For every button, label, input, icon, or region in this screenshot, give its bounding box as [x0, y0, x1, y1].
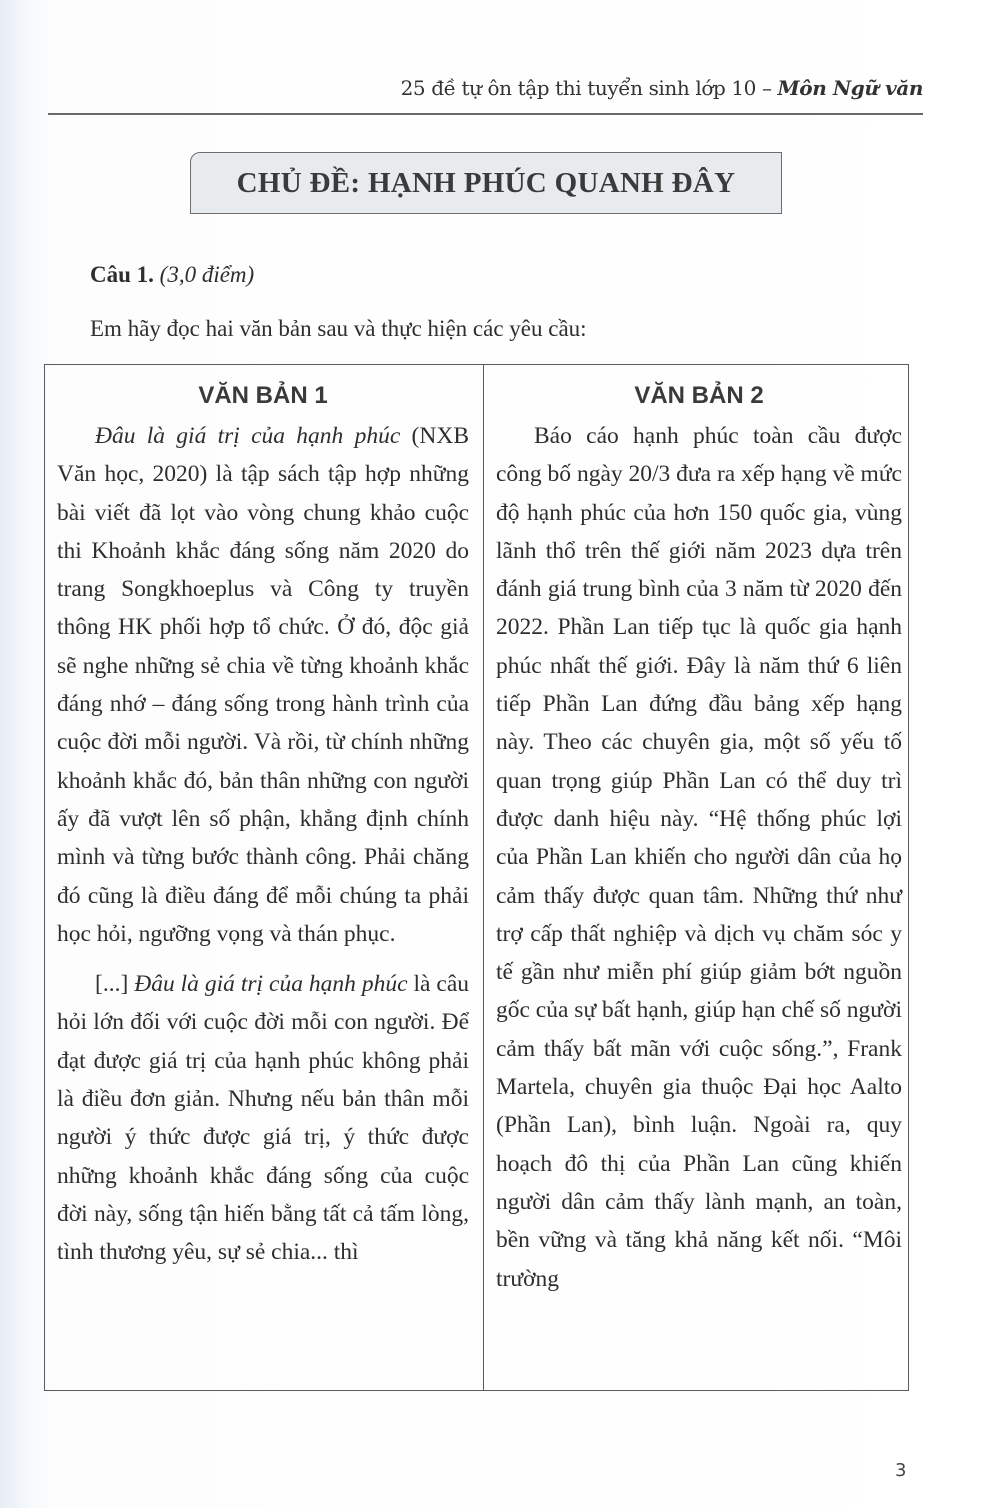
- question-heading: [90, 262, 254, 288]
- page-number: 3: [895, 1460, 907, 1481]
- topic-banner: [190, 152, 782, 214]
- question-points: (3,0 điểm): [159, 262, 255, 287]
- text-column-2: [484, 365, 908, 1390]
- running-header: [48, 76, 923, 100]
- text-1-paragraph-2-prefix: [...]: [95, 971, 135, 998]
- text-1-paragraph-2: [57, 965, 469, 1271]
- text-2-paragraph-1: [496, 417, 902, 1298]
- text-1-paragraph-2-body: là câu hỏi lớn đối với cuộc đời mỗi con người. Để đạt được giá trị của hạnh phúc không phải là điều đơn giản. Nhưng nếu bản thân mỗi người ý thức được giá trị, ý thức được những khoảnh khắc đáng sống của cuộc đời này, sống tận hiến bằng tất cả tấm lòng, tình thương yêu, sự sẻ chia... thì: [57, 971, 470, 1266]
- text-1-paragraph-1: [57, 417, 469, 953]
- text-column-1: [45, 365, 484, 1390]
- text-1-paragraph-2-italic: Đâu là giá trị của hạnh phúc: [134, 971, 408, 998]
- text-1-paragraph-1-italic: Đâu là giá trị của hạnh phúc: [95, 423, 401, 449]
- reading-texts-table: [44, 364, 909, 1391]
- text-2-title: VĂN BẢN 2: [634, 382, 764, 409]
- question-instruction: Em hãy đọc hai văn bản sau và thực hiện các yêu cầu:: [90, 316, 587, 341]
- text-1-paragraph-1-body: (NXB Văn học, 2020) là tập sách tập hợp những bài viết đã lọt vào vòng chung khảo cuộc thi Khoảnh khắc đáng sống năm 2020 do trang Songkhoeplus và Công ty truyền thông HK phối hợp tổ chức. Ở đó, độc giả sẽ nghe những sẻ chia về từng khoảnh khắc đáng nhớ – đáng sống trong hành trình của cuộc đời mỗi người. Và rồi, từ chính những khoảnh khắc đó, bản thân những con người ấy đã vượt lên số phận, khẳng định chính mình và từng bước thành công. Phải chăng đó cũng là điều đáng để mỗi chúng ta phải học hỏi, ngưỡng vọng và thán phục.: [57, 423, 470, 947]
- topic-title: CHỦ ĐỀ: HẠNH PHÚC QUANH ĐÂY: [236, 166, 736, 199]
- book-title: 25 đề tự ôn tập thi tuyển sinh lớp 10 –: [400, 76, 778, 100]
- text-2-paragraph-1-body: Báo cáo hạnh phúc toàn cầu được công bố ngày 20/3 đưa ra xếp hạng về mức độ hạnh phúc của hơn 150 quốc gia, vùng lãnh thổ trên thế giới năm 2023 dựa trên đánh giá trung bình của 3 năm từ 2020 đến 2022. Phần Lan tiếp tục là quốc gia hạnh phúc nhất thế giới. Đây là năm thứ 6 liên tiếp Phần Lan đứng đầu bảng xếp hạng này. Theo các chuyên gia, một số yếu tố quan trọng giúp Phần Lan có thể duy trì được danh hiệu này. “Hệ thống phúc lợi của Phần Lan khiến cho người dân của họ cảm thấy được quan tâm. Những thứ như trợ cấp thất nghiệp và dịch vụ chăm sóc y tế gần như miễn phí giúp giảm bớt nguồn gốc của sự bất hạnh, giúp hạn chế số người cảm thấy bất mãn với cuộc sống.”, Frank Martela, chuyên gia thuộc Đại học Aalto (Phần Lan), bình luận. Ngoài ra, quy hoạch đô thị của Phần Lan cũng khiến người dân cảm thấy lành mạnh, an toàn, bền vững và tăng khả năng kết nối. “Môi trường: [496, 423, 902, 1292]
- text-1-title: VĂN BẢN 1: [198, 382, 328, 409]
- header-divider: [48, 113, 923, 115]
- question-number: Câu 1.: [90, 262, 154, 287]
- subject-title: Môn Ngữ văn: [777, 76, 923, 100]
